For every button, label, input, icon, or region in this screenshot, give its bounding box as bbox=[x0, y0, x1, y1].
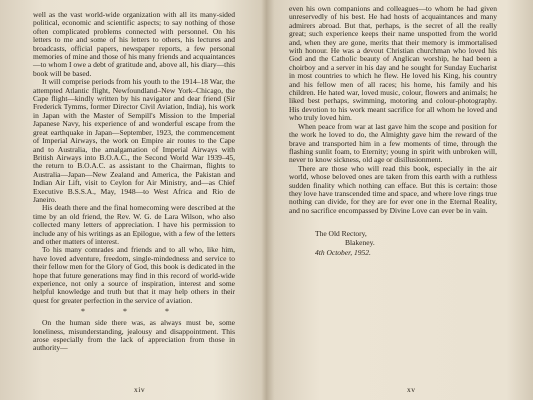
paragraph: On the human side there was, as always must be, some loneliness, misunderstanding, jealousy and disappointment. This arose especially from the lack of appreciation from those in authority— bbox=[33, 318, 235, 353]
paragraph: even his own companions and colleagues—to whom he had given unreservedly of his best. He had hosts of acquaintances and many admirers abroad. But that, perhaps, is the secret of all the really great; such experience keeps their name unspotted from the world and, when they are gone, merits that their memory is immortalised with honour. He was a devout Christian churchman who loved his God and the Catholic beauty of Anglican worship, he had been a choirboy and a server in his day and he sought for Sunday Eucharist in most countries to which he flew. He loved his King, his country and his fellow men of all races; his home, his family and his children. He hated war, loved music, colour, flowers and animals; he liked best perhaps, swimming, motoring and colour-photography. His devotion to his work meant sacrifice for all whom he loved and who truly loved him. bbox=[289, 4, 497, 123]
left-page-text bbox=[33, 11, 235, 353]
right-page bbox=[267, 0, 533, 400]
paragraph: It will comprise periods from his youth to the 1914–18 War, the attempted Atlantic flight, Newfoundland–New York–Chicago, the Cape flight—kindly written by his navigator and dear friend (Sir Frederick Tymms, former Director Civil Aviation, India), his work in Japan with the Master of Sempill's Mission to the Imperial Japanese Navy, his experience of and wonderful escape from the great earthquake in Japan—September, 1923, the commencement of Imperial Airways, the work on Empire air routes to the Cape and to Australia, the amalgamation of Imperial Airways with British Airways into B.O.A.C., the Second World War 1939–45, the return to B.O.A.C. as assistant to the Chairman, flights to Australia—Japan—New Zealand and America, the Pakistan and Indian Air Lift, visit to Ceylon for Air Ministry, and—as Chief Executive B.S.S.A., May, 1948—to West Africa and Rio de Janeiro. bbox=[33, 77, 235, 204]
page-number: xiv bbox=[134, 385, 146, 394]
paragraph: There are those who will read this book, especially in the air world, whose beloved ones are taken from this earth with a ruthless sudden finality which nothing can efface. But this is certain: those they love have transcended time and space, and where love rings true nothing can divide, for they are for ever one in the Eternal Reality, and no sacrifice encompassed by Divine Love can ever be in vain. bbox=[289, 163, 497, 215]
signature-date: 4th October, 1952. bbox=[315, 248, 371, 258]
signature-place: The Old Rectory, bbox=[315, 229, 367, 239]
signature-block bbox=[289, 229, 497, 257]
paragraph: well as the vast world-wide organization with all its many-sided political, economic and scientific aspects; to say nothing of those often complicated problems connected with personnel. On his letters to me and some of his letters to others, his lectures and broadcasts, official papers, newspaper reports, a few personal memories of mine and those of his many friends and acquaintances—to whom I owe a debt of gratitude and, above all, his diary—this book will be based. bbox=[33, 10, 235, 78]
section-break-stars: * * * bbox=[81, 307, 187, 317]
paragraph: To his many comrades and friends and to all who, like him, have loved adventure, freedom, single-mindedness and service to their fellow men for the Glory of God, this book is dedicated in the hope that future generations may find in this record of world-wide experience, not only a source of inspiration, interest and some helpful knowledge and truth but that it may help others in their quest for greater perfection in the service of aviation. bbox=[33, 245, 235, 305]
paragraph: When peace from war at last gave him the scope and position for the work he loved to do, the Almighty gave him the reward of the brave and transported him in a few moments of time, through the flashing sunlit foam, to Eternity; young in spirit with unbroken will, never to know sickness, old age or disillusionment. bbox=[289, 121, 497, 165]
left-page bbox=[0, 0, 266, 400]
signature-village: Blakeney. bbox=[345, 238, 375, 248]
paragraph: His death there and the final homecoming were described at the time by an old friend, the Rev. W. G. de Lara Wilson, who also collected many letters of appreciation. I have his permission to include any of his writings as an Epilogue, with a few of the letters and other matters of interest. bbox=[33, 203, 235, 246]
page-number: xv bbox=[407, 385, 416, 394]
right-page-text bbox=[289, 5, 497, 257]
